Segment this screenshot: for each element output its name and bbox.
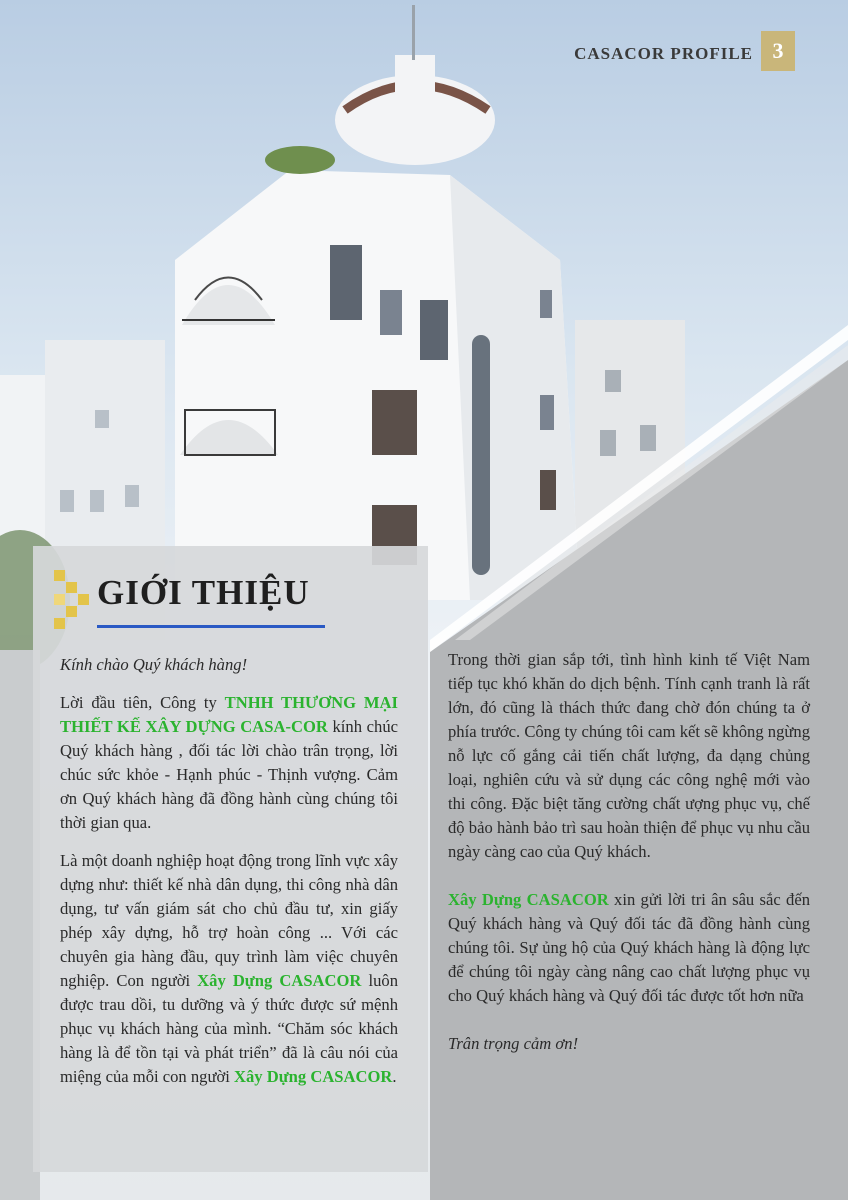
closing-text: Trân trọng cảm ơn!: [448, 1034, 579, 1053]
p2-text-a: Là một doanh nghiệp hoạt động trong lĩnh vực xây dựng như: thiết kế nhà dân dụng, thi công nhà dân dụng, tư vấn giám sát cho chủ đầu tư, xin giấy phép xây dựng, hỗ trợ hoàn công ... Với các chuyên gia hàng đầu, quy trình làm việc chuyên nghiệp. Con người: [60, 851, 398, 990]
p1-text-b: kính chúc Quý khách hàng , đối tác lời chào trân trọng, lời chúc sức khỏe - Hạnh phúc - Thịnh vượng. Cảm ơn Quý khách hàng đã đồng hành cùng chúng tôi thời gian qua.: [60, 717, 398, 832]
left-column: [60, 653, 398, 1103]
brand-name: Xây Dựng CASACOR: [197, 971, 362, 990]
paragraph-2: [60, 849, 398, 1089]
title-underline: [97, 625, 325, 628]
paragraph-4: [448, 888, 810, 1008]
p2-text-b: luôn được trau dồi, tu dưỡng và ý thức được sứ mệnh phục vụ khách hàng của mình. “Chăm sóc khách hàng là để tồn tại và phát triển” đã là câu nói của miệng của mỗi con người: [60, 971, 398, 1086]
roof-tree: [265, 146, 335, 174]
brand-name: Xây Dựng CASACOR: [234, 1067, 393, 1086]
paragraph-3: Trong thời gian sắp tới, tình hình kinh tế Việt Nam tiếp tục khó khăn do dịch bệnh. Tính cạnh tranh là rất lớn, đó cũng là thách thức đang chờ đón chúng ta ở phía trước. Công ty chúng tôi cam kết sẽ không ngừng nỗ lực cố gắng cải tiến chất lượng, đa dạng chủng loại, nghiên cứu và sử dụng các công nghệ mới vào thi công. Đặc biệt tăng cường chất ượng phục vụ, chế độ bảo hành bảo trì sau hoàn thiện để phục vụ nhu cầu ngày càng cao của Quý khách.: [448, 650, 810, 861]
company-name: TNHH THƯƠNG MẠI THIẾT KẾ XÂY DỰNG CASA-COR: [60, 693, 398, 736]
p4-text: xin gửi lời tri ân sâu sắc đến Quý khách hàng và Quý đối tác đã đồng hành cùng chúng tôi. Sự ủng hộ của Quý khách hàng là động lực để chúng tôi ngày càng nâng cao chất lượng phục vụ cho Quý khách hàng và Quý đối tác được tốt hơn nữa: [448, 890, 810, 1005]
page-number: 3: [761, 31, 795, 71]
gold-block-icon: [54, 570, 94, 632]
right-column: [448, 648, 810, 1070]
brand-name: Xây Dựng CASACOR: [448, 890, 609, 909]
section-title: GIỚI THIỆU: [97, 573, 310, 612]
p2-text-c: .: [392, 1067, 397, 1086]
greeting: Kính chào Quý khách hàng!: [60, 655, 248, 674]
paragraph-1: [60, 691, 398, 835]
profile-label: CASACOR PROFILE: [574, 44, 753, 63]
p1-text-a: Lời đầu tiên, Công ty: [60, 693, 225, 712]
